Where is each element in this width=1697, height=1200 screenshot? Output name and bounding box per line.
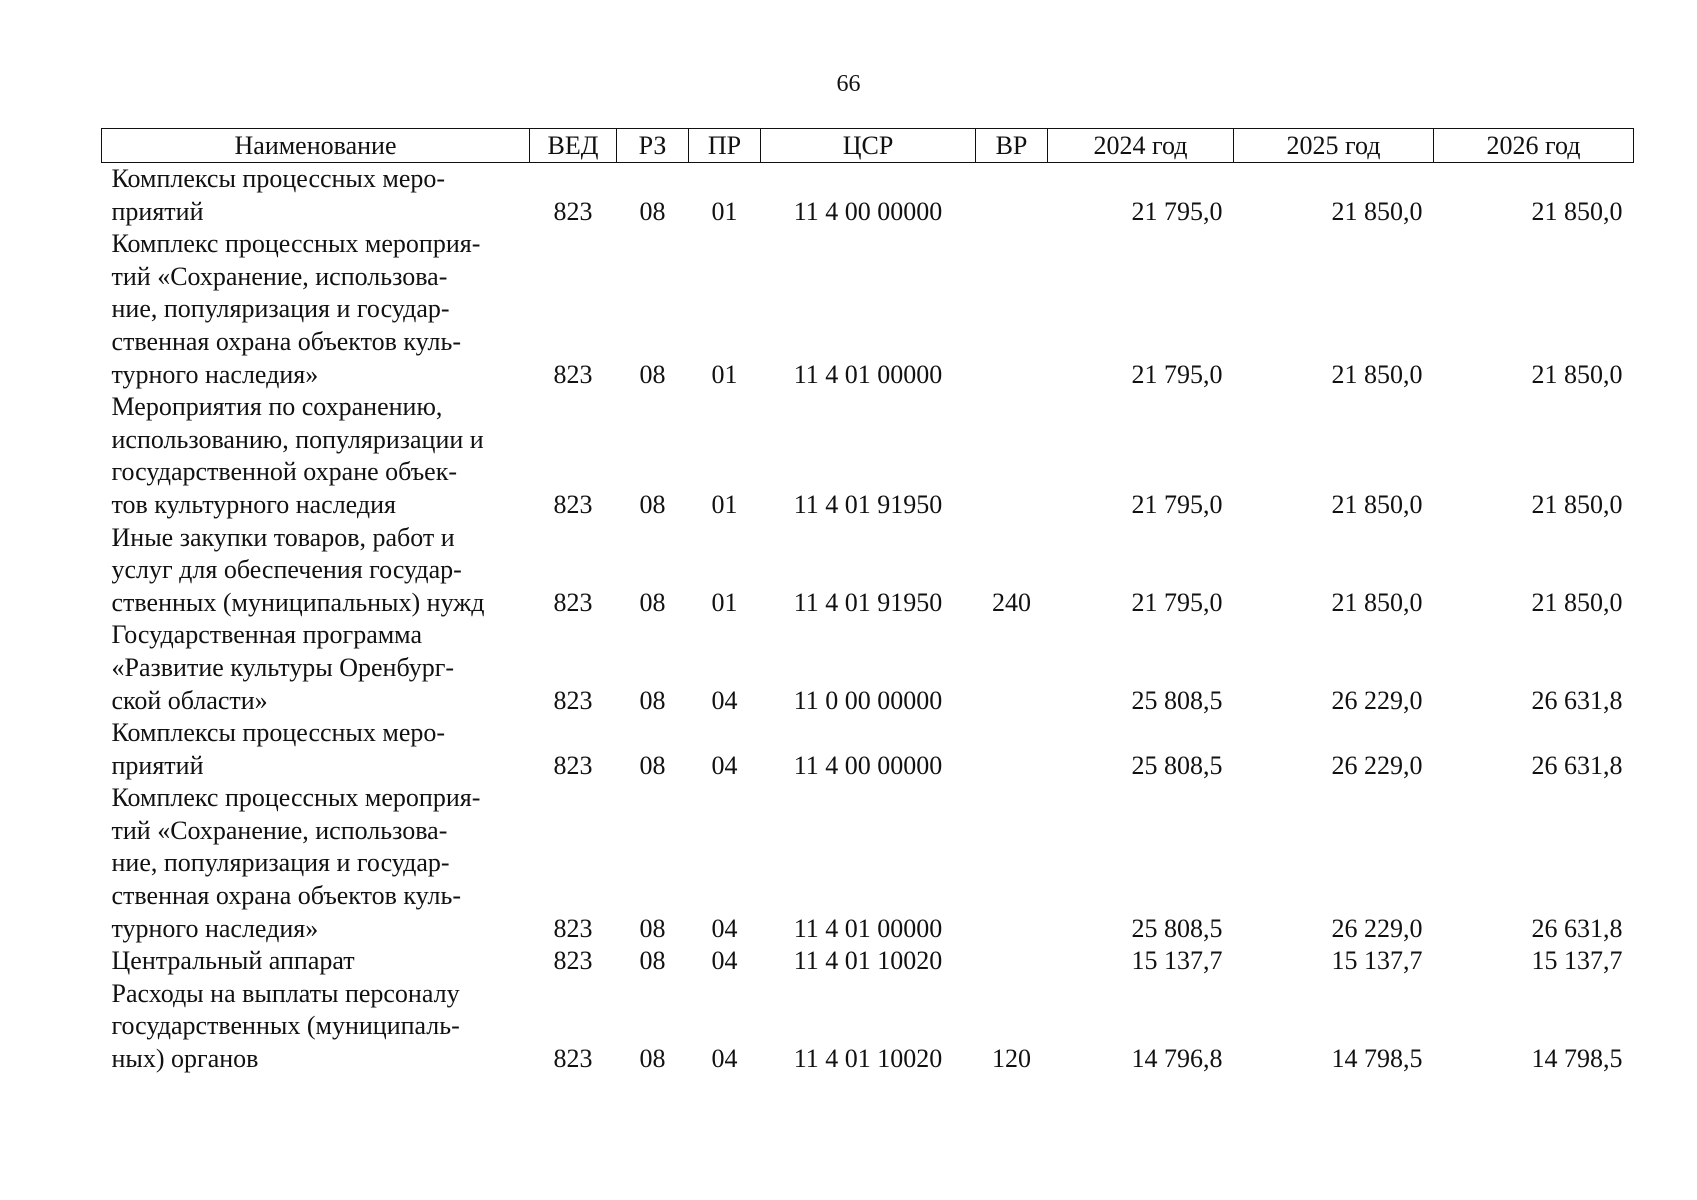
table-row bbox=[102, 522, 1634, 620]
name-line: ственная охрана объектов куль- bbox=[111, 326, 462, 356]
name-line: тов культурного наследия bbox=[111, 489, 396, 519]
name-line: услуг для обеспечения государ- bbox=[111, 555, 462, 585]
cell-pr: 01 bbox=[711, 587, 738, 617]
cell-2025: 21 850,0 bbox=[1331, 359, 1423, 389]
cell-rz: 08 bbox=[639, 1044, 666, 1074]
cell-pr: 04 bbox=[711, 1044, 738, 1074]
cell-ved: 823 bbox=[553, 359, 593, 389]
cell-2026: 15 137,7 bbox=[1531, 946, 1623, 976]
cell-2024: 15 137,7 bbox=[1131, 946, 1223, 976]
cell-csr: 11 4 00 00000 bbox=[793, 750, 943, 780]
cell-vr bbox=[976, 163, 1048, 229]
name-line: Центральный аппарат bbox=[111, 946, 355, 976]
header-name: Наименование bbox=[102, 129, 530, 163]
name-line: ние, популяризация и государ- bbox=[111, 848, 450, 878]
cell-name bbox=[102, 522, 530, 620]
header-rz: РЗ bbox=[617, 129, 689, 163]
cell-pr: 01 bbox=[711, 489, 738, 519]
cell-csr: 11 4 01 10020 bbox=[793, 1044, 943, 1074]
name-line: ской области» bbox=[111, 685, 268, 715]
cell-ved: 823 bbox=[553, 1044, 593, 1074]
cell-pr: 04 bbox=[711, 750, 738, 780]
cell-2024: 21 795,0 bbox=[1131, 196, 1223, 226]
cell-ved: 823 bbox=[553, 750, 593, 780]
cell-name bbox=[102, 228, 530, 391]
cell-2026: 21 850,0 bbox=[1531, 196, 1623, 226]
cell-name bbox=[102, 782, 530, 945]
table-body bbox=[102, 163, 1634, 1076]
cell-vr bbox=[976, 782, 1048, 945]
cell-2025: 26 229,0 bbox=[1331, 750, 1423, 780]
cell-pr: 04 bbox=[711, 946, 738, 976]
cell-2024: 25 808,5 bbox=[1131, 685, 1223, 715]
cell-pr: 01 bbox=[711, 196, 738, 226]
name-line: Иные закупки товаров, работ и bbox=[111, 522, 455, 552]
cell-csr: 11 4 01 91950 bbox=[793, 587, 943, 617]
cell-name bbox=[102, 945, 530, 978]
header-vr: ВР bbox=[976, 129, 1048, 163]
cell-2024: 21 795,0 bbox=[1131, 587, 1223, 617]
name-line: использованию, популяризации и bbox=[111, 424, 484, 454]
cell-name bbox=[102, 978, 530, 1076]
cell-2025: 15 137,7 bbox=[1331, 946, 1423, 976]
cell-2024: 25 808,5 bbox=[1131, 750, 1223, 780]
cell-ved: 823 bbox=[553, 587, 593, 617]
cell-2026: 21 850,0 bbox=[1531, 587, 1623, 617]
name-line: ственная охрана объектов куль- bbox=[111, 881, 462, 911]
header-year-2025: 2025 год bbox=[1234, 129, 1434, 163]
cell-2025: 14 798,5 bbox=[1331, 1044, 1423, 1074]
cell-ved: 823 bbox=[553, 685, 593, 715]
cell-2025: 21 850,0 bbox=[1331, 489, 1423, 519]
table-row bbox=[102, 228, 1634, 391]
cell-2025: 26 229,0 bbox=[1331, 913, 1423, 943]
cell-vr: 120 bbox=[992, 1044, 1031, 1074]
cell-2024: 14 796,8 bbox=[1131, 1044, 1223, 1074]
table-row bbox=[102, 391, 1634, 521]
cell-rz: 08 bbox=[639, 946, 666, 976]
cell-2025: 21 850,0 bbox=[1331, 196, 1423, 226]
cell-csr: 11 4 00 00000 bbox=[793, 196, 943, 226]
cell-2026: 26 631,8 bbox=[1531, 913, 1623, 943]
cell-2025: 21 850,0 bbox=[1331, 587, 1423, 617]
header-ved: ВЕД bbox=[530, 129, 617, 163]
cell-pr: 04 bbox=[711, 685, 738, 715]
cell-vr bbox=[976, 228, 1048, 391]
cell-2026: 21 850,0 bbox=[1531, 489, 1623, 519]
table-row bbox=[102, 782, 1634, 945]
name-line: Мероприятия по сохранению, bbox=[111, 392, 443, 422]
name-line: тий «Сохранение, использова- bbox=[111, 815, 448, 845]
cell-2026: 14 798,5 bbox=[1531, 1044, 1623, 1074]
cell-csr: 11 4 01 00000 bbox=[793, 913, 943, 943]
table-row bbox=[102, 945, 1634, 978]
cell-2026: 26 631,8 bbox=[1531, 750, 1623, 780]
cell-2026: 21 850,0 bbox=[1531, 359, 1623, 389]
cell-vr bbox=[976, 717, 1048, 782]
page-number: 66 bbox=[836, 71, 861, 97]
table-row bbox=[102, 717, 1634, 782]
name-line: приятий bbox=[111, 750, 204, 780]
cell-ved: 823 bbox=[553, 489, 593, 519]
cell-rz: 08 bbox=[639, 685, 666, 715]
name-line: приятий bbox=[111, 196, 204, 226]
cell-pr: 01 bbox=[711, 359, 738, 389]
name-line: тий «Сохранение, использова- bbox=[111, 261, 448, 291]
header-csr: ЦСР bbox=[761, 129, 976, 163]
cell-csr: 11 4 01 10020 bbox=[793, 946, 943, 976]
cell-name bbox=[102, 619, 530, 717]
cell-2024: 25 808,5 bbox=[1131, 913, 1223, 943]
cell-ved: 823 bbox=[553, 196, 593, 226]
cell-vr bbox=[976, 945, 1048, 978]
table-row bbox=[102, 978, 1634, 1076]
name-line: Комплекс процессных мероприя- bbox=[111, 783, 481, 813]
header-year-2024: 2024 год bbox=[1048, 129, 1234, 163]
cell-csr: 11 0 00 00000 bbox=[793, 685, 943, 715]
table-header bbox=[102, 129, 1634, 163]
cell-csr: 11 4 01 91950 bbox=[793, 489, 943, 519]
cell-ved: 823 bbox=[553, 913, 593, 943]
name-line: ние, популяризация и государ- bbox=[111, 294, 450, 324]
cell-rz: 08 bbox=[639, 359, 666, 389]
cell-vr: 240 bbox=[992, 587, 1031, 617]
cell-2026: 26 631,8 bbox=[1531, 685, 1623, 715]
name-line: Расходы на выплаты персоналу bbox=[111, 978, 460, 1008]
header-year-2026: 2026 год bbox=[1434, 129, 1634, 163]
cell-csr: 11 4 01 00000 bbox=[793, 359, 943, 389]
cell-2024: 21 795,0 bbox=[1131, 489, 1223, 519]
name-line: турного наследия» bbox=[111, 913, 319, 943]
cell-name bbox=[102, 391, 530, 521]
cell-vr bbox=[976, 391, 1048, 521]
name-line: ных) органов bbox=[111, 1044, 259, 1074]
header-pr: ПР bbox=[689, 129, 761, 163]
cell-pr: 04 bbox=[711, 913, 738, 943]
name-line: Комплексы процессных меро- bbox=[111, 718, 446, 748]
cell-2024: 21 795,0 bbox=[1131, 359, 1223, 389]
name-line: «Развитие культуры Оренбург- bbox=[111, 652, 455, 682]
cell-ved: 823 bbox=[553, 946, 593, 976]
name-line: турного наследия» bbox=[111, 359, 319, 389]
cell-2025: 26 229,0 bbox=[1331, 685, 1423, 715]
table-row bbox=[102, 163, 1634, 229]
name-line: Государственная программа bbox=[111, 620, 423, 650]
name-line: государственных (муниципаль- bbox=[111, 1011, 460, 1041]
table-row bbox=[102, 619, 1634, 717]
header-row bbox=[102, 129, 1634, 163]
budget-table bbox=[101, 128, 1634, 1076]
cell-rz: 08 bbox=[639, 196, 666, 226]
name-line: Комплекс процессных мероприя- bbox=[111, 229, 481, 259]
cell-name bbox=[102, 163, 530, 229]
cell-rz: 08 bbox=[639, 750, 666, 780]
cell-rz: 08 bbox=[639, 587, 666, 617]
cell-rz: 08 bbox=[639, 913, 666, 943]
name-line: Комплексы процессных меро- bbox=[111, 164, 446, 193]
name-line: ственных (муниципальных) нужд bbox=[111, 587, 485, 617]
cell-rz: 08 bbox=[639, 489, 666, 519]
cell-name bbox=[102, 717, 530, 782]
cell-vr bbox=[976, 619, 1048, 717]
name-line: государственной охране объек- bbox=[111, 457, 458, 487]
